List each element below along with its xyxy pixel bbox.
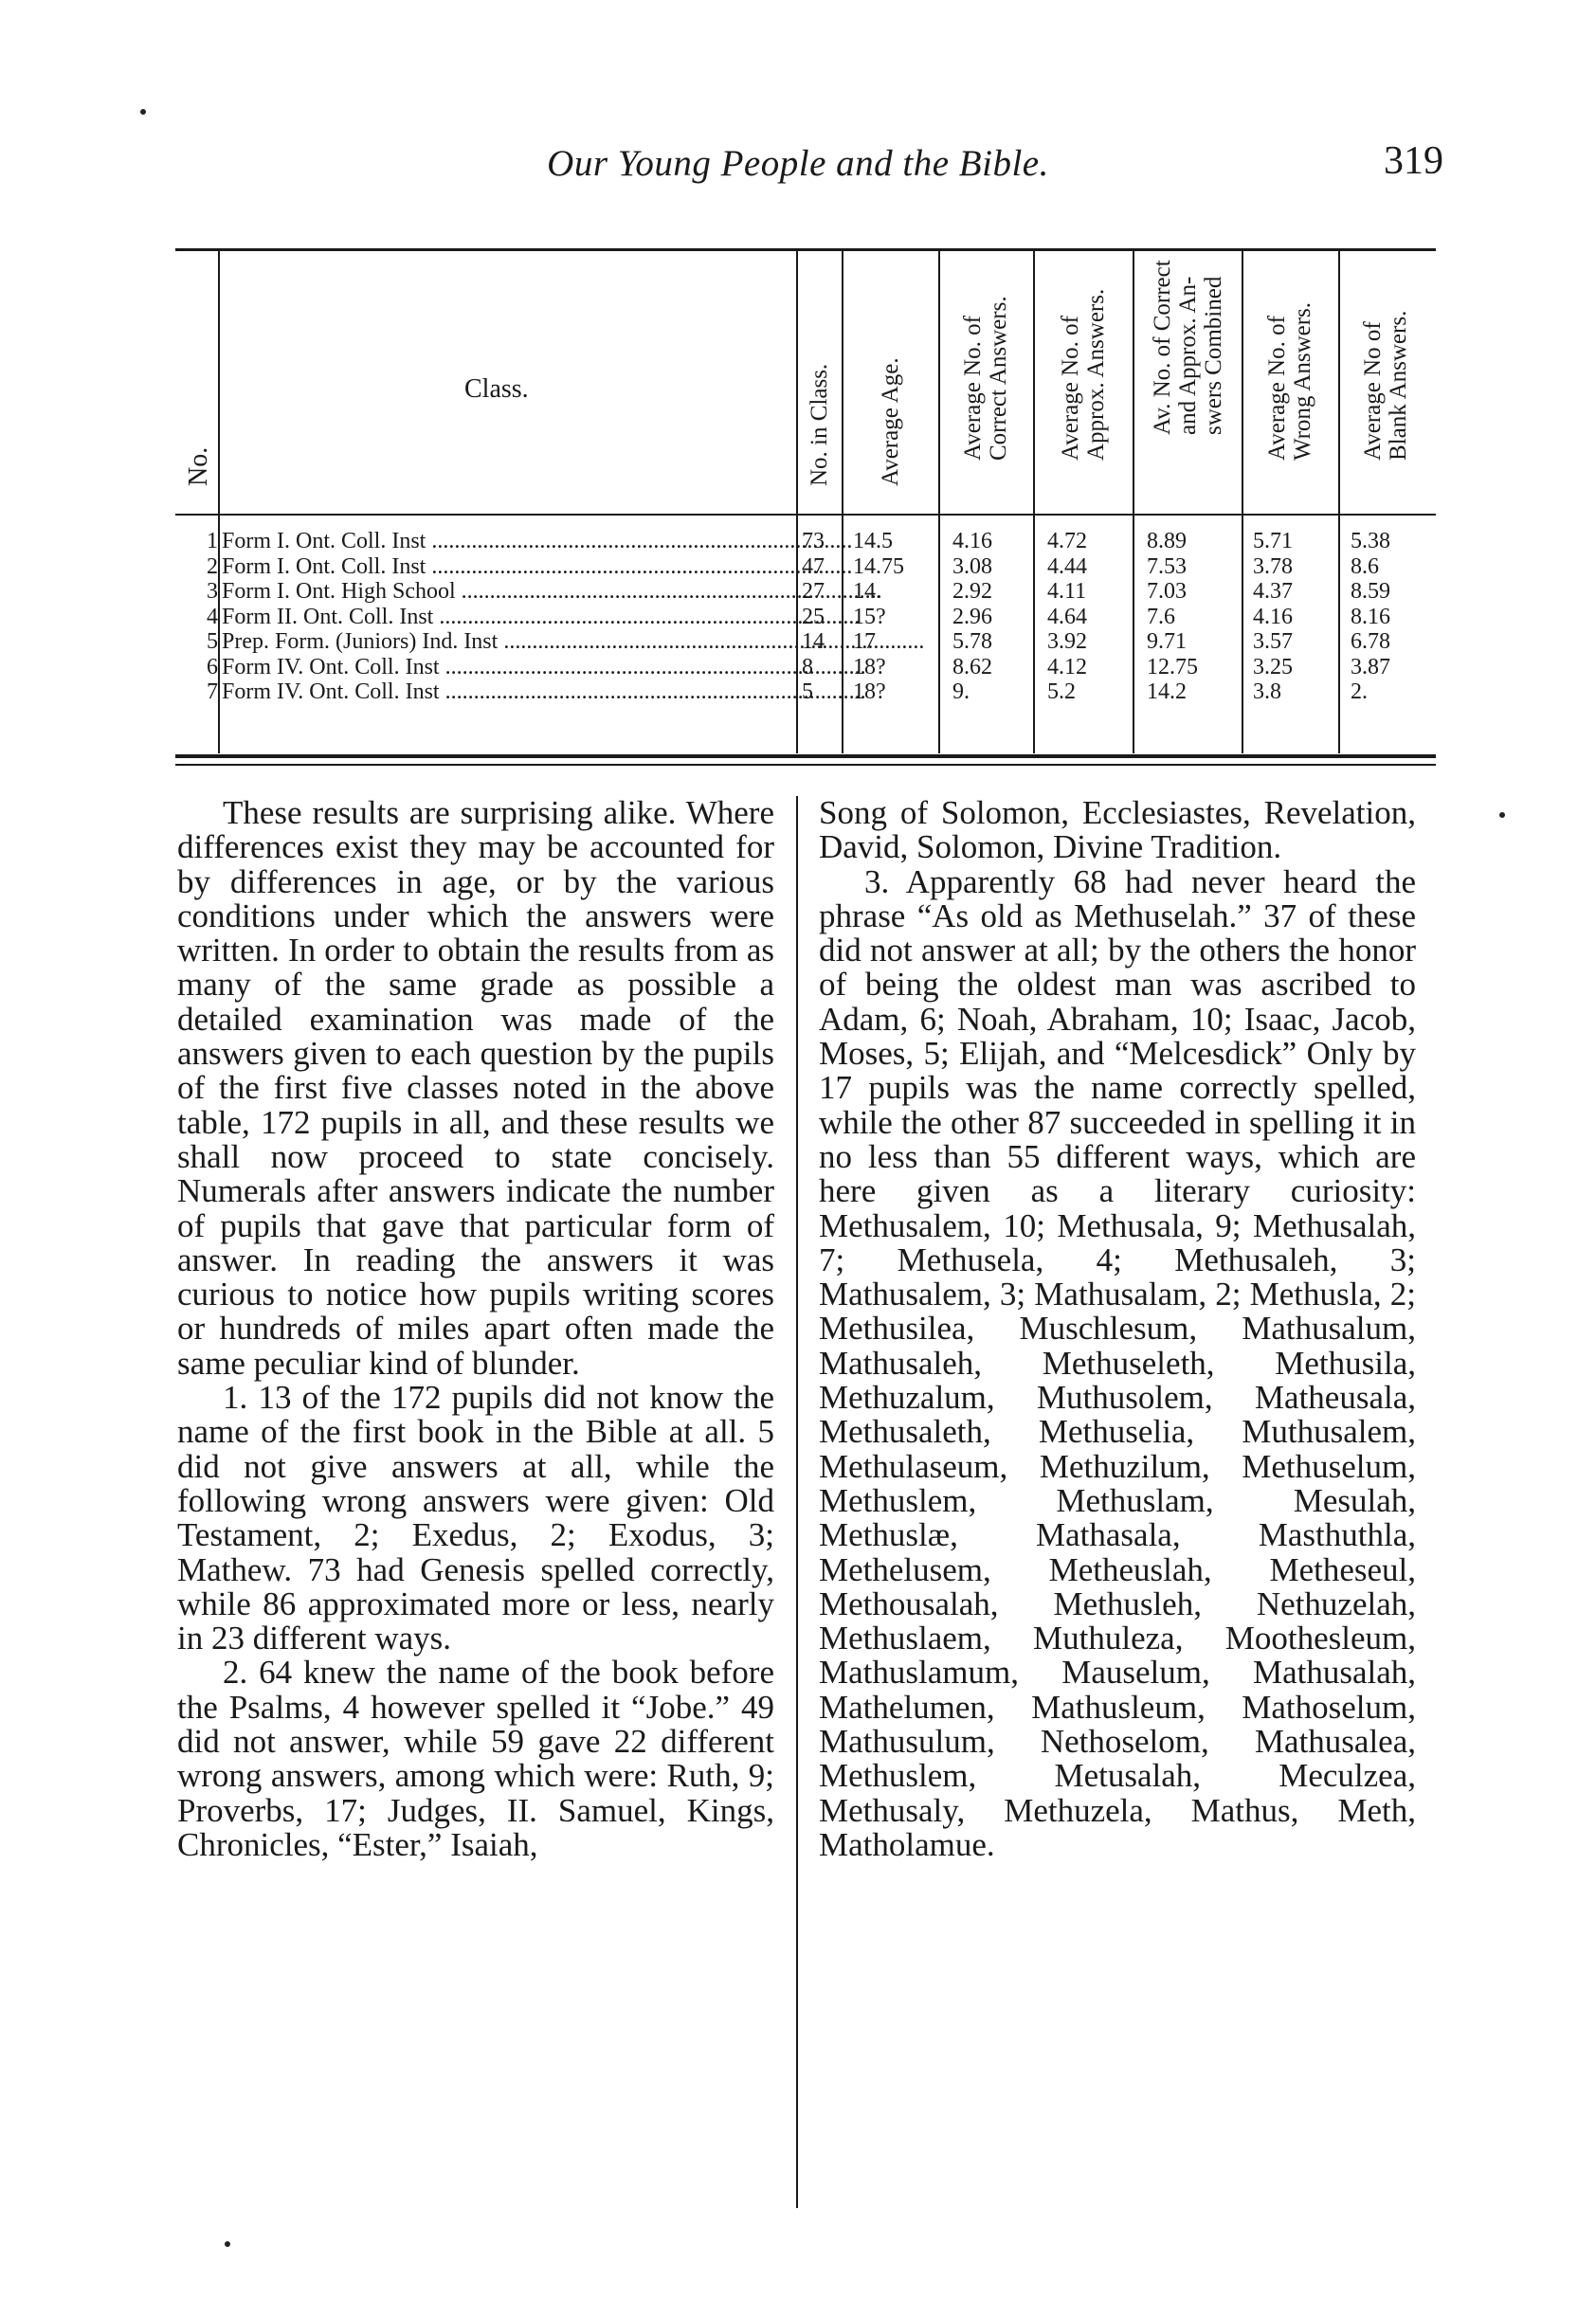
- cell-combined: 7.03: [1147, 579, 1187, 604]
- cell-approx: 4.44: [1047, 553, 1087, 579]
- cell-correct: 4.16: [952, 529, 992, 553]
- table-row: [180, 631, 1431, 653]
- row-class: Form IV. Ont. Coll. Inst .....: [222, 657, 970, 679]
- cell-age: 18?: [853, 654, 886, 679]
- right-column: [819, 796, 1416, 1862]
- cell-count: 8: [802, 654, 813, 679]
- cell-wrong: 3.8: [1253, 679, 1281, 704]
- row-number: 7: [207, 679, 218, 704]
- cell-combined: 14.2: [1147, 679, 1187, 704]
- row-number: 2: [207, 553, 218, 579]
- cell-blank: 8.16: [1351, 604, 1390, 629]
- cell-blank: 3.87: [1351, 654, 1390, 679]
- cell-wrong: 3.57: [1253, 629, 1293, 654]
- cell-approx: 4.11: [1047, 579, 1087, 604]
- cell-count: 47: [802, 553, 825, 579]
- cell-count: 27: [802, 579, 825, 604]
- cell-correct: 2.92: [952, 579, 992, 604]
- cell-wrong: 5.71: [1253, 529, 1293, 553]
- row-class: Form I. Ont. Coll. Inst .....: [222, 531, 970, 552]
- cell-age: 14.5: [853, 529, 893, 553]
- table-row: [180, 581, 1431, 603]
- cell-count: 14: [802, 629, 825, 654]
- page-number: 319: [1384, 139, 1443, 183]
- cell-approx: 4.64: [1047, 604, 1087, 629]
- row-class: Form I. Ont. High School .....: [222, 581, 970, 603]
- cell-combined: 7.6: [1147, 604, 1175, 629]
- cell-approx: 4.72: [1047, 529, 1087, 553]
- row-number: 6: [207, 654, 218, 679]
- left-column: [177, 796, 774, 1862]
- paragraph: Song of Solomon, Ecclesiastes, Revelation, David, Solomon, Divine Tradition.: [819, 794, 1416, 866]
- column-divider: [796, 796, 798, 2208]
- header-avg-correct: Average No. of Correct Answers.: [960, 296, 1011, 461]
- print-speck: [1499, 812, 1505, 818]
- cell-age: 17: [853, 629, 876, 654]
- cell-age: 14.: [853, 579, 881, 604]
- cell-combined: 7.53: [1147, 553, 1187, 579]
- paragraph: These results are surprising alike. Where differences exist they may be accounted for by differences in age, or by the various conditions under which the answers were written. In order to obtain the results from as many of the same grade as possible a detailed examination was made of the answers given to each question by the pupils of the first five classes noted in the above table, 172 pupils in all, and these results we shall now proceed to state concisely. Numerals after answers indicate the number of pupils that gave that particular form of answer. In reading the answers it was curious to notice how pupils writing scores or hundreds of miles apart often made the same peculiar kind of blunder.: [177, 794, 774, 1382]
- cell-blank: 2.: [1351, 679, 1368, 704]
- table-row: [180, 531, 1431, 552]
- cell-count: 25: [802, 604, 825, 629]
- cell-blank: 8.6: [1351, 553, 1379, 579]
- cell-approx: 4.12: [1047, 654, 1087, 679]
- cell-wrong: 3.78: [1253, 553, 1293, 579]
- paragraph: 2. 64 knew the name of the book before the Psalms, 4 however spelled it “Jobe.” 49 did not answer, while 59 gave 22 different wrong answers, among which were: Ruth, 9; Proverbs, 17; Judges, II. Samuel, Kings, Chronicles, “Ester,” Isaiah,: [177, 1654, 774, 1863]
- cell-combined: 8.89: [1147, 529, 1187, 553]
- cell-age: 14.75: [853, 553, 904, 579]
- cell-correct: 3.08: [952, 553, 992, 579]
- cell-wrong: 4.16: [1253, 604, 1293, 629]
- cell-count: 5: [802, 679, 813, 704]
- header-no-in-class: No. in Class.: [807, 363, 832, 486]
- row-class: Prep. Form. (Juniors) Ind. Inst .....: [222, 631, 970, 653]
- cell-combined: 9.71: [1147, 629, 1187, 654]
- col-divider: [218, 251, 220, 753]
- table-row: [180, 654, 1431, 679]
- header-class: Class.: [464, 374, 529, 404]
- row-number: 1: [207, 529, 218, 553]
- paragraph: 3. Apparently 68 had never heard the phrase “As old as Methuselah.” 37 of these did not answer at all; by the others the honor of being the oldest man was ascribed to Adam, 6; Noah, Abraham, 10; Isaac, Jacob, Moses, 5; Elijah, and “Melcesdick” Only by 17 pupils was the name correctly spelled, while the other 87 succeeded in spelling it in no less than 55 different ways, which are here given as a literary curiosity: Methusalem, 10; Methusala, 9; Methusalah, 7; Methusela, 4; Methusaleh, 3; Mathusalem, 3; Mathusalam, 2; Methusla, 2; Methusilea, Muschlesum, Mathusalum, Mathusaleh, Methuseleth, Methusila, Methuzalum, Muthusolem, Matheusala, Methusaleth, Methuselia, Muthusalem, Methulaseum, Methuzilum, Methuselum, Methuslem, Methuslam, Mesulah, Methuslæ, Mathasala, Masthuthla, Methelusem, Metheuslah, Metheseul, Methousalah, Methusleh, Nethuzelah, Methuslaem, Muthuleza, Moothesleum, Mathuslamum, Mauselum, Mathusalah, Mathelumen, Mathusleum, Mathoselum, Mathusulum, Nethoselom, Mathusalea, Methuslem, Metusalah, Meculzea, Methusaly, Methuzela, Mathus, Meth, Matholamue.: [819, 862, 1416, 1863]
- cell-age: 15?: [853, 604, 886, 629]
- cell-wrong: 3.25: [1253, 654, 1293, 679]
- cell-correct: 2.96: [952, 604, 992, 629]
- row-class: Form IV. Ont. Coll. Inst .....: [222, 681, 970, 703]
- cell-approx: 5.2: [1047, 679, 1076, 704]
- header-avg-wrong: Average No. of Wrong Answers.: [1264, 301, 1315, 461]
- cell-correct: 8.62: [952, 654, 992, 679]
- row-number: 3: [207, 579, 218, 604]
- cell-age: 18?: [853, 679, 886, 704]
- row-number: 4: [207, 604, 218, 629]
- table-header-rule: [175, 514, 1436, 516]
- print-speck: [140, 109, 146, 115]
- cell-combined: 12.75: [1147, 654, 1198, 679]
- header-avg-blank: Average No of Blank Answers.: [1360, 310, 1411, 461]
- cell-blank: 6.78: [1351, 629, 1390, 654]
- cell-correct: 9.: [952, 679, 970, 704]
- table-bottom-rule: [175, 754, 1436, 758]
- header-no: No.: [184, 446, 213, 486]
- cell-approx: 3.92: [1047, 629, 1087, 654]
- running-title: Our Young People and the Bible.: [547, 143, 1049, 184]
- header-average-age: Average Age.: [878, 357, 903, 486]
- cell-wrong: 4.37: [1253, 579, 1293, 604]
- table-row: [180, 681, 1431, 703]
- table-row: [180, 553, 1431, 579]
- cell-blank: 5.38: [1351, 529, 1390, 553]
- row-class: Form II. Ont. Coll. Inst .....: [222, 607, 970, 628]
- header-avg-approx: Average No. of Approx. Answers.: [1057, 288, 1109, 461]
- cell-blank: 8.59: [1351, 579, 1390, 604]
- header-combined: Av. No. of Correct and Approx. An- swers Combined: [1149, 260, 1226, 435]
- row-number: 5: [207, 629, 218, 654]
- cell-correct: 5.78: [952, 629, 992, 654]
- row-class: Form I. Ont. Coll. Inst .....: [222, 556, 970, 578]
- cell-count: 73: [802, 529, 825, 553]
- table-row: [180, 604, 1431, 629]
- table-bottom-rule-2: [175, 764, 1436, 766]
- paragraph: 1. 13 of the 172 pupils did not know the name of the first book in the Bible at all. 5 did not give answers at all, while the following wrong answers were given: Old Testament, 2; Exedus, 2; Exodus, 3; Mathew. 73 had Genesis spelled correctly, while 86 approximated more or less, nearly in 23 different ways.: [177, 1379, 774, 1657]
- print-speck: [225, 2241, 230, 2247]
